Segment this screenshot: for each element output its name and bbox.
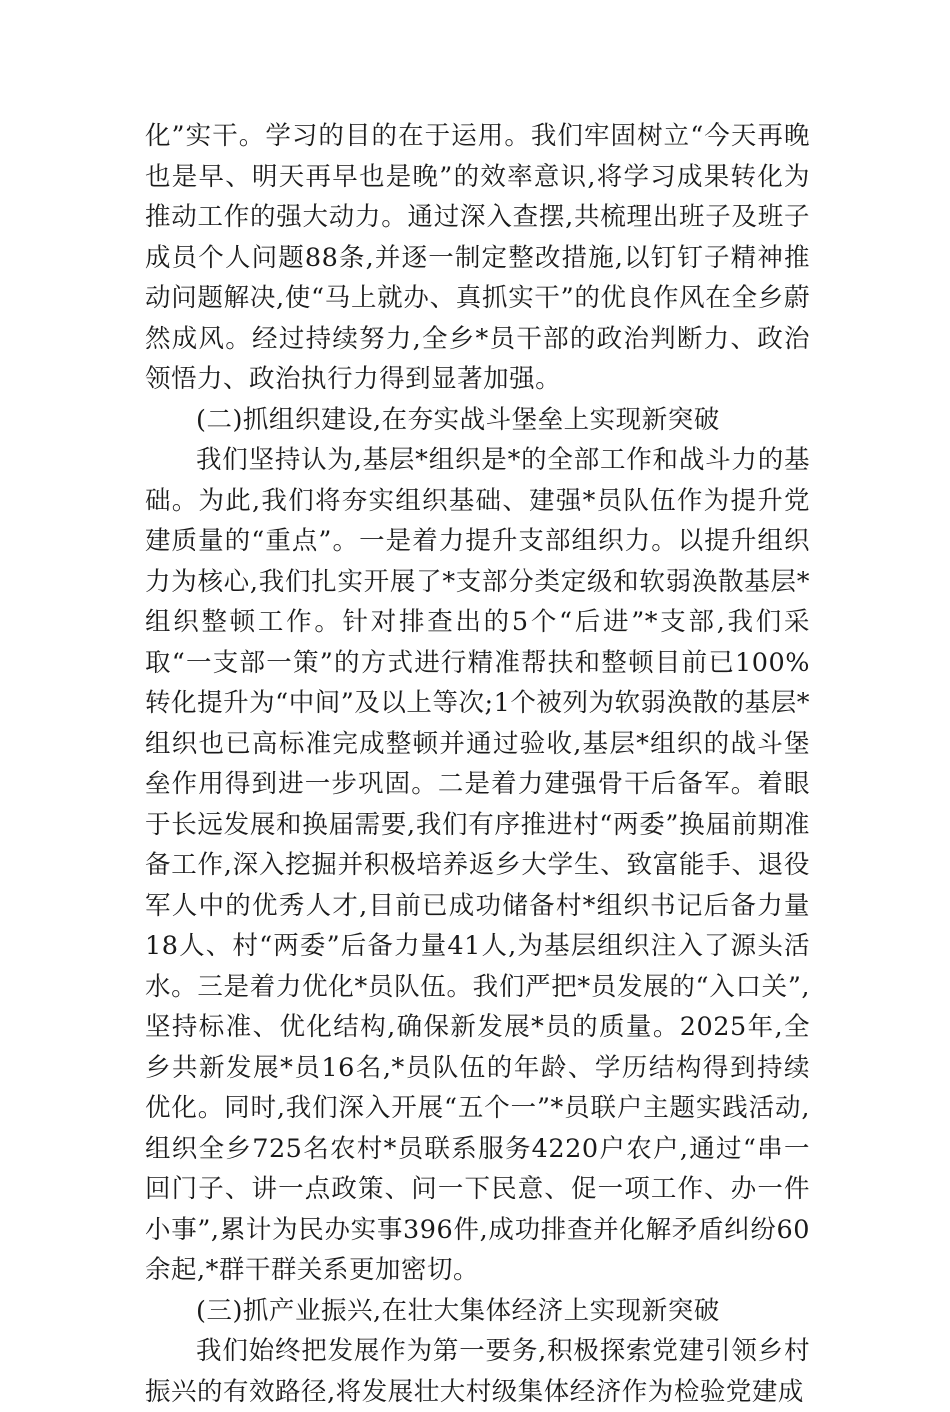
paragraph-organization-building: 我们坚持认为,基层*组织是*的全部工作和战斗力的基础。为此,我们将夯实组织基础、建强*员队伍作为提升党建质量的“重点”。一是着力提升支部组织力。以提升组织力为核心,我们扎实开展了*支部分类定级和软弱涣散基层*组织整顿工作。针对排查出的5个“后进”*支部,我们采取“一支部一策”的方式进行精准帮扶和整顿目前已100%转化提升为“中间”及以上等次;1个被列为软弱涣散的基层*组织也已高标准完成整顿并通过验收,基层*组织的战斗堡垒作用得到进一步巩固。二是着力建强骨干后备军。着眼于长远发展和换届需要,我们有序推进村“两委”换届前期准备工作,深入挖掘并积极培养返乡大学生、致富能手、退役军人中的优秀人才,目前已成功储备村*组织书记后备力量18人、村“两委”后备力量41人,为基层组织注入了源头活水。三是着力优化*员队伍。我们严把*员发展的“入口关”,坚持标准、优化结构,确保新发展*员的质量。2025年,全乡共新发展*员16名,*员队伍的年龄、学历结构得到持续优化。同时,我们深入开展“五个一”*员联户主题实践活动,组织全乡725名农村*员联系服务4220户农户,通过“串一回门子、讲一点政策、问一下民意、促一项工作、办一件小事”,累计为民办实事396件,成功排查并化解矛盾纠纷60余起,*群干群关系更加密切。 [145, 445, 810, 1285]
paragraph-industry-revitalization: 我们始终把发展作为第一要务,积极探索党建引领乡村振兴的有效路径,将发展壮大村级集体经济作为检验党建成 [145, 1336, 810, 1407]
paragraph-study-application: 化”实干。学习的目的在于运用。我们牢固树立“今天再晚也是早、明天再早也是晚”的效率意识,将学习成果转化为推动工作的强大动力。通过深入查摆,共梳理出班子及班子成员个人问题88条,并逐一制定整改措施,以钉钉子精神推动问题解决,使“马上就办、真抓实干”的优良作风在全乡蔚然成风。经过持续努力,全乡*员干部的政治判断力、政治领悟力、政治执行力得到显著加强。 [145, 121, 810, 394]
section-heading-industry: (三)抓产业振兴,在壮大集体经济上实现新突破 [196, 1295, 720, 1326]
document-body [145, 116, 810, 1412]
section-heading-organization: (二)抓组织建设,在夯实战斗堡垒上实现新突破 [196, 404, 720, 435]
